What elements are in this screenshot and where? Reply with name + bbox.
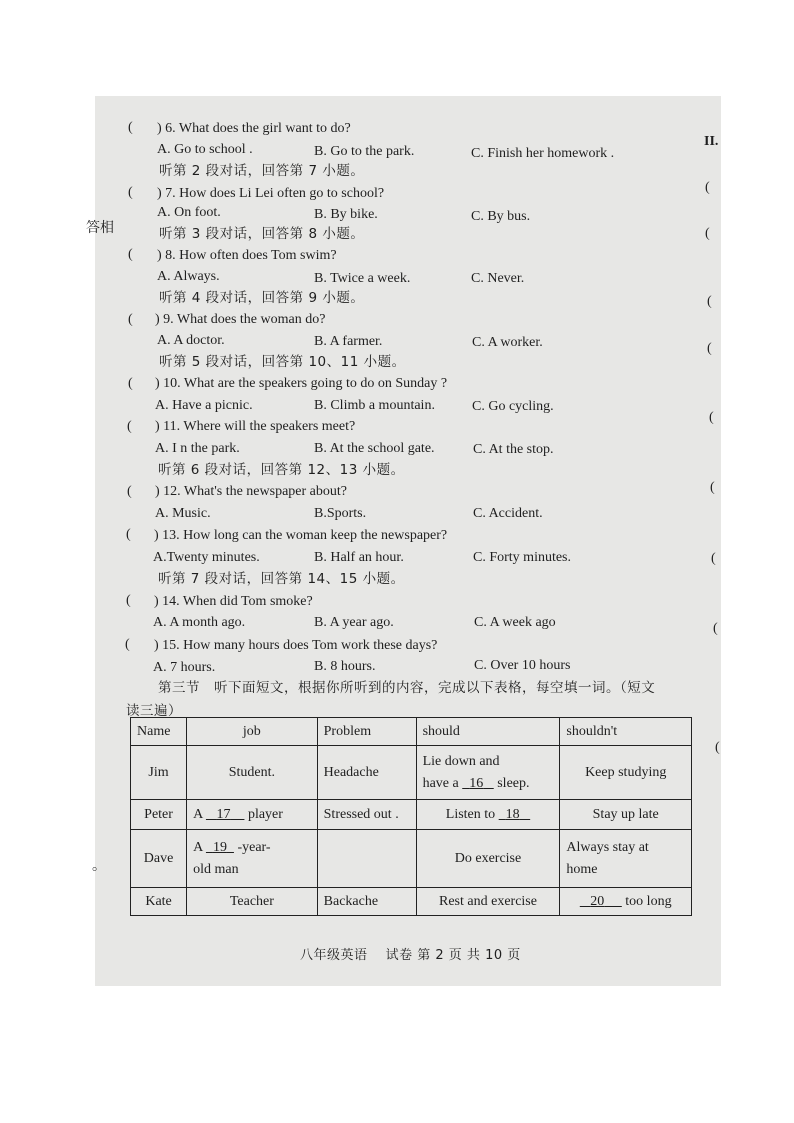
edge-section-mark: II.	[704, 134, 719, 149]
edge-paren: (	[715, 740, 720, 755]
answer-paren: (	[127, 484, 132, 499]
cell-problem: Headache	[317, 746, 416, 800]
cell-name: Dave	[131, 830, 187, 888]
option-a: A. A doctor.	[157, 333, 225, 348]
should-line: Lie down and	[422, 753, 500, 769]
question-14: ) 14. When did Tom smoke?	[154, 594, 313, 609]
option-c: C. At the stop.	[473, 442, 554, 457]
option-b: B. Climb a mountain.	[314, 398, 435, 413]
blank-suffix: too long	[625, 893, 672, 909]
option-b: B. Half an hour.	[314, 550, 404, 565]
table-row	[131, 830, 692, 888]
option-a: A.Twenty minutes.	[153, 550, 260, 565]
section3-instruction-cont: 读三遍）	[126, 703, 182, 719]
question-13: ) 13. How long can the woman keep the newspaper?	[154, 528, 448, 543]
option-b: B. A year ago.	[314, 615, 394, 630]
instruction-seg4: 听第 4 段对话，回答第 9 小题。	[159, 290, 365, 306]
edge-paren: (	[711, 551, 716, 566]
section3-instruction: 第三节 听下面短文，根据你所听到的内容，完成以下表格，每空填一词。（短文	[158, 680, 656, 696]
cell-job: Teacher	[187, 888, 318, 916]
question-12: ) 12. What's the newspaper about?	[155, 484, 347, 499]
blank-17[interactable]: 17	[216, 806, 231, 822]
blank-prefix: Listen to	[445, 806, 496, 822]
edge-paren: (	[713, 621, 718, 636]
blank-20[interactable]: 20	[590, 893, 605, 909]
blank-prefix: have a	[422, 775, 459, 791]
question-10: ) 10. What are the speakers going to do on Sunday ?	[155, 376, 448, 391]
option-a: A. I n the park.	[155, 441, 240, 456]
answer-paren: (	[125, 637, 130, 652]
option-a: A. Go to school .	[157, 142, 253, 157]
option-b: B. A farmer.	[314, 334, 383, 349]
instruction-seg6: 听第 6 段对话，回答第 12、13 小题。	[158, 462, 405, 478]
option-a: A. A month ago.	[153, 615, 246, 630]
header-should: should	[416, 718, 560, 746]
cell-shouldnt	[560, 888, 692, 916]
option-b: B.Sports.	[314, 506, 367, 521]
cell-problem	[317, 830, 416, 888]
table-row	[131, 800, 692, 830]
header-problem: Problem	[317, 718, 416, 746]
edge-paren: (	[705, 226, 710, 241]
option-a: A. Always.	[157, 269, 220, 284]
option-c: C. Never.	[471, 271, 525, 286]
table-row	[131, 746, 692, 800]
edge-paren: (	[710, 480, 715, 495]
option-b: B. At the school gate.	[314, 441, 435, 456]
header-shouldnt: shouldn't	[560, 718, 692, 746]
cell-shouldnt	[560, 830, 692, 888]
cell-name: Kate	[131, 888, 187, 916]
question-8: ) 8. How often does Tom swim?	[157, 248, 337, 263]
answer-paren: (	[128, 247, 133, 262]
option-a: A. 7 hours.	[153, 660, 216, 675]
answer-paren: (	[128, 376, 133, 391]
instruction-seg5: 听第 5 段对话，回答第 10、11 小题。	[159, 354, 406, 370]
blank-19[interactable]: 19	[212, 839, 227, 855]
cell-name: Peter	[131, 800, 187, 830]
answer-paren: (	[128, 120, 133, 135]
blank-suffix: sleep.	[497, 775, 530, 791]
option-a: A. On foot.	[157, 205, 221, 220]
option-c: C. Accident.	[473, 506, 543, 521]
edge-paren: (	[707, 294, 712, 309]
shouldnt-line: Always stay at	[566, 839, 649, 855]
question-11: ) 11. Where will the speakers meet?	[155, 419, 356, 434]
blank-prefix: A	[193, 806, 203, 822]
cell-should: Do exercise	[416, 830, 560, 888]
page-footer: 八年级英语 试卷 第 2 页 共 10 页	[300, 948, 521, 963]
cell-should	[416, 746, 560, 800]
option-c: C. Forty minutes.	[473, 550, 572, 565]
edge-left-text: 答相	[86, 221, 114, 236]
should-line	[423, 776, 554, 792]
edge-left-dot: 。	[92, 859, 106, 874]
answer-paren: (	[126, 593, 131, 608]
cell-problem: Backache	[317, 888, 416, 916]
option-c: C. A week ago	[474, 615, 556, 630]
answer-paren: (	[127, 419, 132, 434]
answer-paren: (	[126, 527, 131, 542]
option-c: C. Finish her homework .	[471, 146, 615, 161]
header-name: Name	[131, 718, 187, 746]
shouldnt-line: home	[566, 861, 598, 877]
option-c: C. By bus.	[471, 209, 531, 224]
option-c: C. A worker.	[472, 335, 543, 350]
answer-paren: (	[128, 312, 133, 327]
cell-should	[416, 800, 560, 830]
option-b: B. Go to the park.	[314, 144, 415, 159]
instruction-seg3: 听第 3 段对话，回答第 8 小题。	[159, 226, 365, 242]
instruction-seg2: 听第 2 段对话，回答第 7 小题。	[159, 163, 365, 179]
cell-name: Jim	[131, 746, 187, 800]
blank-prefix: A	[193, 839, 203, 855]
cell-job: Student.	[187, 746, 318, 800]
question-9: ) 9. What does the woman do?	[155, 312, 326, 327]
job-line: old man	[193, 861, 239, 877]
option-c: C. Go cycling.	[472, 399, 554, 414]
blank-suffix: -year-	[237, 839, 271, 855]
option-b: B. Twice a week.	[314, 271, 411, 286]
cell-shouldnt: Keep studying	[560, 746, 692, 800]
edge-paren: (	[707, 341, 712, 356]
edge-paren: (	[709, 410, 714, 425]
option-c: C. Over 10 hours	[474, 658, 571, 673]
question-6: ) 6. What does the girl want to do?	[157, 121, 351, 136]
question-7: ) 7. How does Li Lei often go to school?	[157, 186, 385, 201]
blank-18[interactable]: 18	[505, 806, 520, 822]
cell-should: Rest and exercise	[416, 888, 560, 916]
option-b: B. By bike.	[314, 207, 378, 222]
blank-16[interactable]: 16	[469, 775, 484, 791]
table-row	[131, 888, 692, 916]
cell-problem: Stressed out .	[317, 800, 416, 830]
edge-paren: (	[705, 180, 710, 195]
question-15: ) 15. How many hours does Tom work these days?	[154, 638, 438, 653]
job-line	[193, 840, 311, 856]
info-table	[130, 717, 692, 917]
cell-job	[187, 830, 318, 888]
instruction-seg7: 听第 7 段对话，回答第 14、15 小题。	[158, 571, 405, 587]
option-a: A. Music.	[155, 506, 211, 521]
cell-job	[187, 800, 318, 830]
option-b: B. 8 hours.	[314, 659, 376, 674]
header-job: job	[187, 718, 318, 746]
cell-shouldnt: Stay up late	[560, 800, 692, 830]
answer-paren: (	[128, 185, 133, 200]
blank-suffix: player	[247, 806, 283, 822]
option-a: A. Have a picnic.	[155, 398, 253, 413]
